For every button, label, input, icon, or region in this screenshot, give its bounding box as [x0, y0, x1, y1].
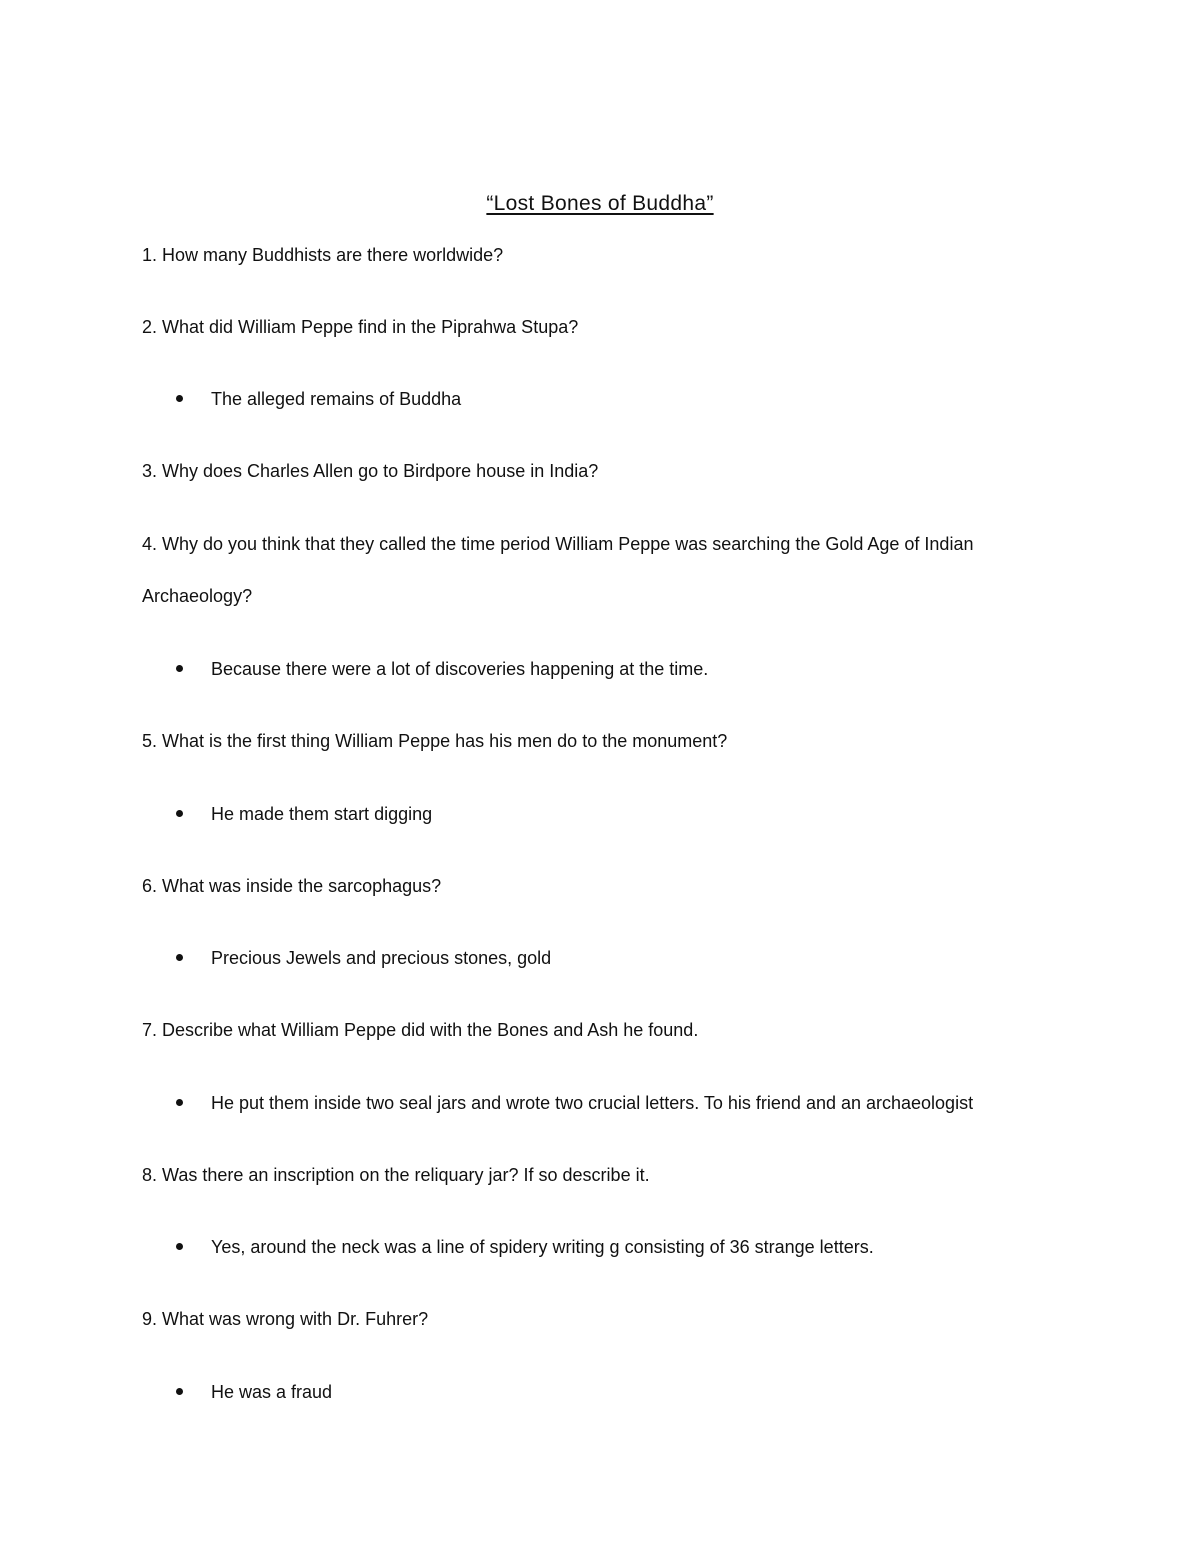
- title-text: “Lost Bones of Buddha”: [486, 192, 714, 215]
- question-6: 6. What was inside the sarcophagus?: [142, 876, 442, 896]
- answer-4-text: Because there were a lot of discoveries happening at the time.: [211, 659, 709, 679]
- question-8: 8. Was there an inscription on the reliquary jar? If so describe it.: [142, 1165, 650, 1185]
- question-7: 7. Describe what William Peppe did with the Bones and Ash he found.: [142, 1020, 699, 1040]
- question-2: 2. What did William Peppe find in the Piprahwa Stupa?: [142, 317, 579, 337]
- page-title: [0, 190, 1200, 218]
- question-5: 5. What is the first thing William Peppe has his men do to the monument?: [142, 731, 728, 751]
- answer-8-text: Yes, around the neck was a line of spidery writing g consisting of 36 strange letters.: [211, 1237, 874, 1257]
- bullet-icon: [176, 954, 183, 961]
- question-4-line-2: Archaeology?: [142, 586, 253, 606]
- answer-7-text: He put them inside two seal jars and wrote two crucial letters. To his friend and an archaeologist: [211, 1093, 974, 1113]
- question-3: 3. Why does Charles Allen go to Birdpore house in India?: [142, 461, 599, 481]
- bullet-icon: [176, 1243, 183, 1250]
- bullet-icon: [176, 1388, 183, 1395]
- bullet-icon: [176, 1099, 183, 1106]
- question-1: 1. How many Buddhists are there worldwide?: [142, 245, 504, 265]
- bullet-icon: [176, 665, 183, 672]
- answer-9-text: He was a fraud: [211, 1382, 333, 1402]
- bullet-icon: [176, 810, 183, 817]
- bullet-icon: [176, 395, 183, 402]
- answer-6-text: Precious Jewels and precious stones, gold: [211, 948, 552, 968]
- question-4-line-1: 4. Why do you think that they called the time period William Peppe was searching the Gold Age of Indian: [142, 534, 974, 554]
- answer-5-text: He made them start digging: [211, 804, 433, 824]
- question-9: 9. What was wrong with Dr. Fuhrer?: [142, 1309, 429, 1329]
- answer-2-text: The alleged remains of Buddha: [211, 389, 462, 409]
